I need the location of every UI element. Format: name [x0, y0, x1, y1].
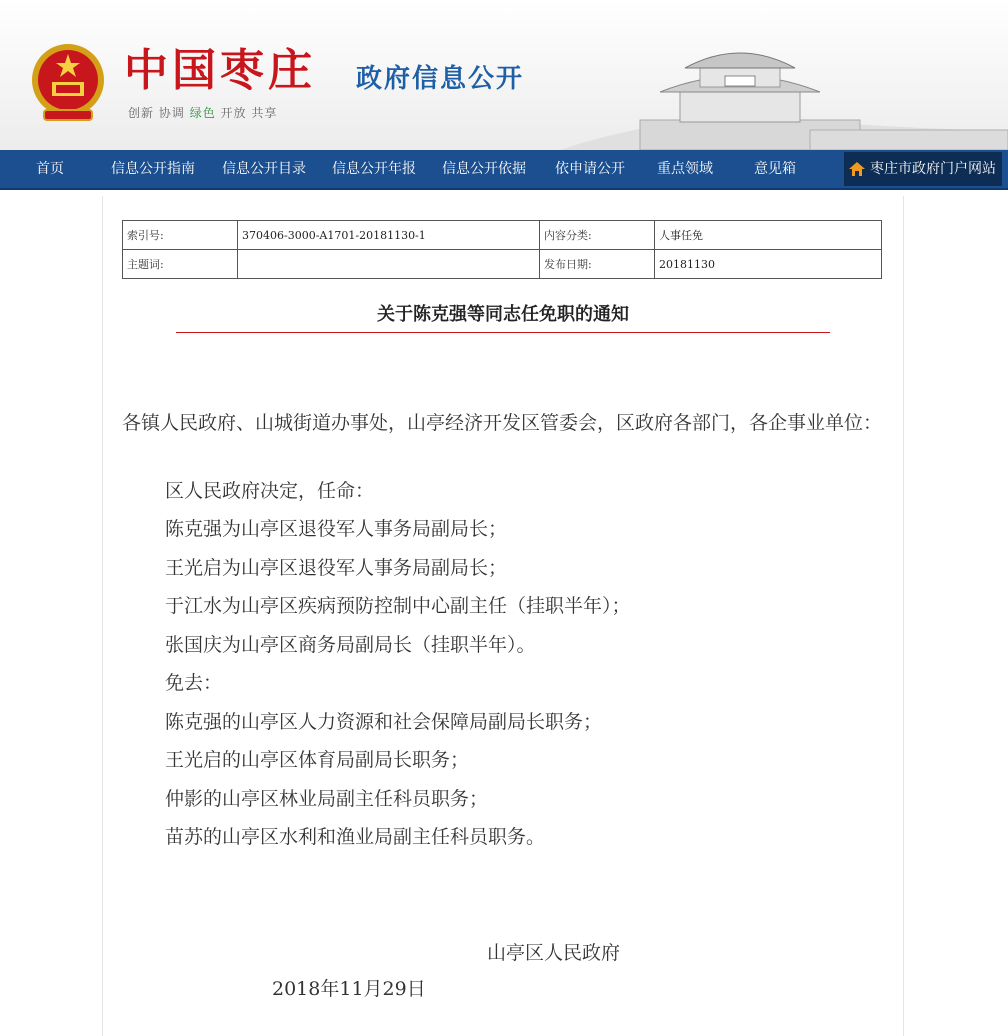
table-row	[123, 250, 882, 279]
index-label: 索引号:	[123, 221, 238, 250]
nav-item-basis[interactable]: 信息公开依据	[442, 161, 526, 177]
portal-label: 枣庄市政府门户网站	[870, 161, 996, 177]
nav-item-home[interactable]: 首页	[36, 161, 64, 177]
slogan-word: 绿色	[189, 106, 216, 120]
nav-item-annual-report[interactable]: 信息公开年报	[332, 161, 416, 177]
date-label: 发布日期:	[540, 250, 655, 279]
home-icon	[848, 160, 866, 178]
category-label: 内容分类:	[540, 221, 655, 250]
index-value: 370406-3000-A1701-20181130-1	[238, 221, 540, 250]
city-wall-gate-icon	[560, 20, 1008, 150]
category-value: 人事任免	[655, 221, 882, 250]
document-paragraph: 张国庆为山亭区商务局副局长（挂职半年）。	[165, 634, 536, 656]
document-meta-table	[122, 220, 882, 279]
slogan-word: 创新	[128, 106, 155, 120]
nav-item-application[interactable]: 依申请公开	[555, 161, 625, 177]
national-emblem-icon	[30, 40, 106, 124]
document-paragraph: 仲影的山亭区林业局副主任科员职务；	[165, 788, 489, 810]
nav-item-guide[interactable]: 信息公开指南	[111, 161, 195, 177]
section-title: 政府信息公开	[356, 64, 525, 94]
document-paragraph: 王光启为山亭区退役军人事务局副局长；	[165, 557, 508, 579]
keyword-label: 主题词:	[123, 250, 238, 279]
keyword-value	[238, 250, 540, 279]
document-paragraph: 于江水为山亭区疾病预防控制中心副主任（挂职半年）；	[165, 595, 631, 617]
nav-item-key-areas[interactable]: 重点领域	[657, 161, 713, 177]
document-paragraph: 陈克强的山亭区人力资源和社会保障局副局长职务；	[165, 711, 603, 733]
nav-item-catalog[interactable]: 信息公开目录	[222, 161, 306, 177]
slogan-word: 共享	[251, 106, 278, 120]
table-row	[123, 221, 882, 250]
site-slogan	[128, 104, 277, 121]
issue-date: 2018年11月29日	[272, 978, 426, 1000]
document-title: 关于陈克强等同志任免职的通知	[377, 304, 629, 325]
document-paragraph: 苗苏的山亭区水利和渔业局副主任科员职务。	[165, 826, 546, 848]
document-paragraph: 免去：	[165, 672, 223, 694]
main-nav	[0, 150, 1008, 190]
slogan-word: 协调	[158, 106, 185, 120]
document-paragraph: 区人民政府决定，任命：	[165, 480, 375, 502]
document-paragraph: 陈克强为山亭区退役军人事务局副局长；	[165, 518, 508, 540]
site-title: 中国枣庄	[124, 45, 316, 96]
issuer: 山亭区人民政府	[487, 942, 621, 964]
date-value: 20181130	[655, 250, 882, 279]
document-paragraph: 王光启的山亭区体育局副局长职务；	[165, 749, 470, 771]
document-salutation: 各镇人民政府、山城街道办事处，山亭经济开发区管委会，区政府各部门，各企事业单位：	[122, 412, 883, 434]
title-divider	[176, 332, 830, 333]
nav-item-mailbox[interactable]: 意见箱	[754, 161, 796, 177]
portal-link[interactable]	[844, 152, 1002, 186]
slogan-word: 开放	[220, 106, 247, 120]
site-header	[0, 0, 1008, 150]
